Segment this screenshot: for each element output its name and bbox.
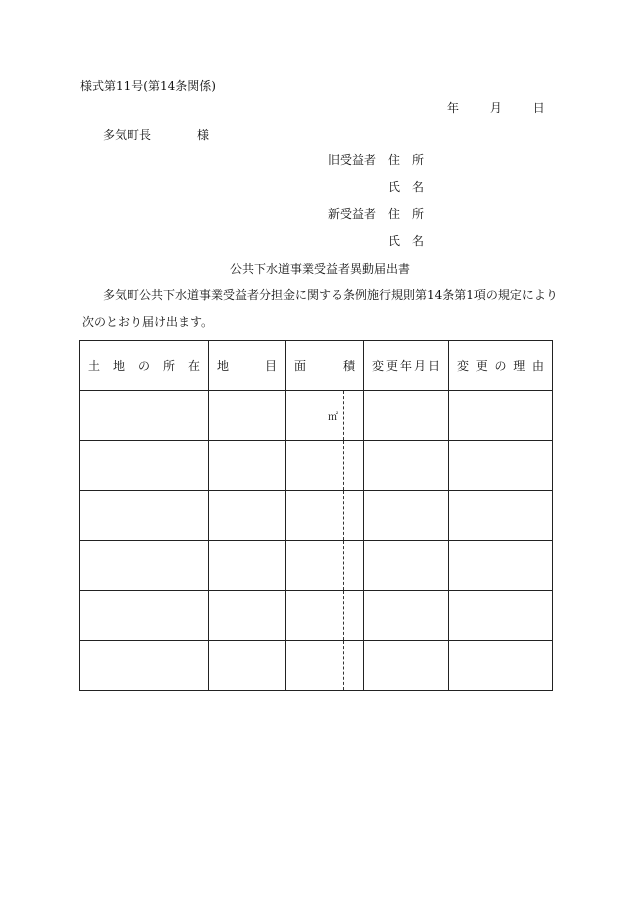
- header-label: 変 更 の 理 由: [457, 359, 544, 373]
- cell-land-category[interactable]: [209, 591, 286, 641]
- table-row: [80, 641, 553, 691]
- addressee-name: 多気町長: [103, 128, 152, 142]
- header-label: 面 積: [294, 359, 355, 373]
- form-number-label: 様式第11号(第14条関係): [80, 79, 216, 93]
- header-land-location: [80, 341, 209, 391]
- cell-change-date[interactable]: [364, 441, 449, 491]
- cell-land-category[interactable]: [209, 391, 286, 441]
- cell-land-location[interactable]: [80, 591, 209, 641]
- addressee-honorific: 様: [197, 128, 210, 142]
- new-name-label: 氏 名: [388, 234, 425, 248]
- cell-area[interactable]: [286, 491, 364, 541]
- document-title: 公共下水道事業受益者異動届出書: [230, 262, 411, 276]
- cell-change-date[interactable]: [364, 591, 449, 641]
- cell-land-location[interactable]: [80, 541, 209, 591]
- cell-land-category[interactable]: [209, 641, 286, 691]
- header-area: [286, 341, 364, 391]
- cell-land-location[interactable]: [80, 391, 209, 441]
- cell-area[interactable]: [286, 591, 364, 641]
- cell-change-reason[interactable]: [449, 491, 553, 541]
- body-text-line-1: 多気町公共下水道事業受益者分担金に関する条例施行規則第14条第1項の規定により: [103, 288, 558, 302]
- cell-land-category[interactable]: [209, 491, 286, 541]
- new-beneficiary-label: 新受益者: [327, 207, 376, 221]
- date-line: [447, 100, 545, 116]
- cell-change-reason[interactable]: [449, 541, 553, 591]
- cell-change-reason[interactable]: [449, 641, 553, 691]
- table-row: [80, 441, 553, 491]
- table-row: [80, 391, 553, 441]
- area-decimal-divider: [343, 541, 344, 590]
- table-row: [80, 541, 553, 591]
- cell-change-reason[interactable]: [449, 441, 553, 491]
- area-decimal-divider: [343, 391, 344, 440]
- area-decimal-divider: [343, 591, 344, 640]
- table-row: [80, 591, 553, 641]
- date-month: 月: [489, 101, 502, 115]
- area-unit: ㎡: [328, 412, 338, 423]
- change-details-table: [79, 340, 553, 691]
- cell-change-date[interactable]: [364, 541, 449, 591]
- body-text-line-2: 次のとおり届け出ます。: [82, 315, 214, 329]
- addressee: [103, 127, 209, 143]
- cell-land-category[interactable]: [209, 541, 286, 591]
- cell-land-location[interactable]: [80, 441, 209, 491]
- cell-area[interactable]: [286, 441, 364, 491]
- date-year: 年: [447, 101, 460, 115]
- cell-land-location[interactable]: [80, 491, 209, 541]
- header-change-date: [364, 341, 449, 391]
- header-label: 変 更 年 月 日: [372, 359, 440, 373]
- cell-area[interactable]: [286, 391, 364, 441]
- cell-land-category[interactable]: [209, 441, 286, 491]
- date-day: 日: [532, 101, 545, 115]
- header-label: 土 地 の 所 在: [88, 359, 200, 373]
- header-change-reason: [449, 341, 553, 391]
- table-body: [80, 391, 553, 691]
- header-label: 地 目: [217, 359, 277, 373]
- new-address-label: 住 所: [388, 207, 425, 221]
- area-decimal-divider: [343, 441, 344, 490]
- cell-area[interactable]: [286, 641, 364, 691]
- cell-change-date[interactable]: [364, 391, 449, 441]
- cell-change-date[interactable]: [364, 641, 449, 691]
- old-address-label: 住 所: [388, 153, 425, 167]
- area-decimal-divider: [343, 491, 344, 540]
- table-header-row: [80, 341, 553, 391]
- table-row: [80, 491, 553, 541]
- header-land-category: [209, 341, 286, 391]
- old-name-label: 氏 名: [388, 180, 425, 194]
- cell-change-date[interactable]: [364, 491, 449, 541]
- old-beneficiary-label: 旧受益者: [327, 153, 376, 167]
- cell-area[interactable]: [286, 541, 364, 591]
- cell-change-reason[interactable]: [449, 591, 553, 641]
- cell-change-reason[interactable]: [449, 391, 553, 441]
- area-decimal-divider: [343, 641, 344, 690]
- cell-land-location[interactable]: [80, 641, 209, 691]
